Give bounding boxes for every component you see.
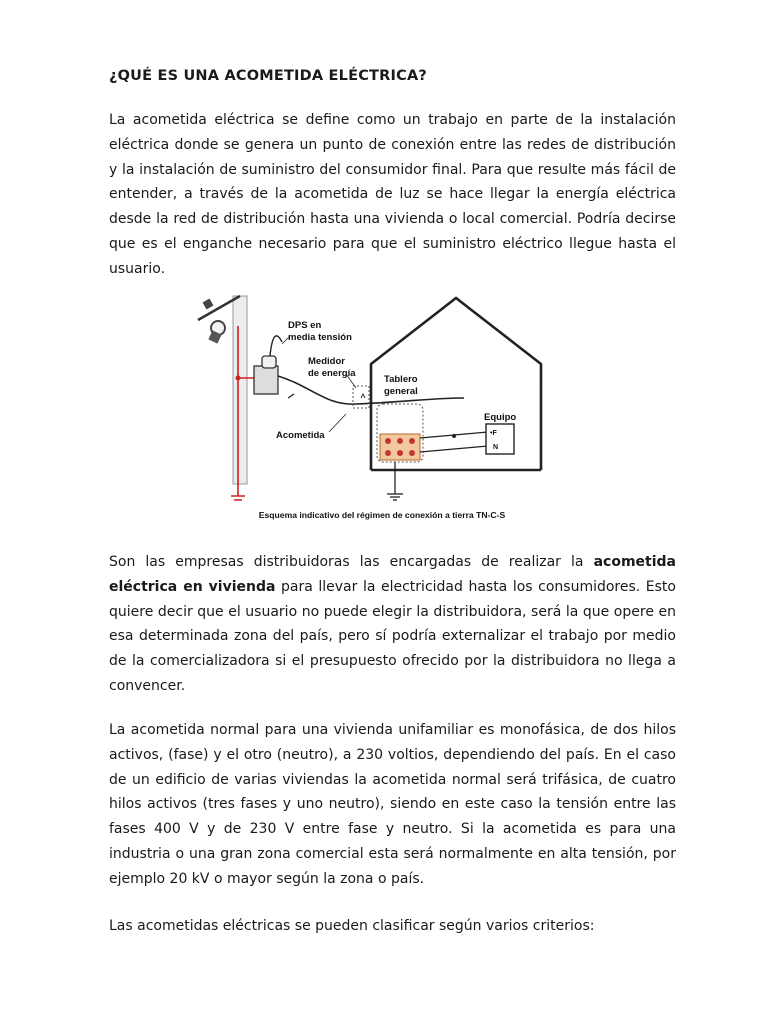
meter-box: [254, 366, 278, 394]
label-acometida: Acometida: [276, 430, 325, 441]
bold-acometida-vivienda: acometida eléctrica en vivienda: [109, 554, 676, 595]
label-dps: DPS en: [288, 320, 322, 331]
page-title: ¿QUÉ ES UNA ACOMETIDA ELÉCTRICA?: [109, 68, 427, 84]
acometida-diagram: [196, 286, 576, 526]
paragraph-monofasica: La acometida normal para una vivienda unifamiliar es monofásica, de dos hilos activos, (fase) y el otro (neutro), a 230 voltios, dependiendo del país. En el caso de un edificio de varias viviendas la acometida normal será trifásica, de cuatro hilos activos (tres fases y uno neutro), siendo en este caso la tensión entre las fases 400 V y de 230 V entre fase y neutro. Si la acometida es para una industria o una gran zona comercial esta será normalmente en alta tensión, por ejemplo 20 kV o mayor según la zona o país.: [109, 722, 676, 887]
utility-pole: [233, 296, 247, 484]
paragraph-clasificacion: Las acometidas eléctricas se pueden clasificar según varios criterios:: [109, 918, 595, 934]
diagram-svg: [196, 286, 576, 526]
label-tablero: Tablero: [384, 374, 418, 385]
paragraph-distribuidoras-before: Son las empresas distribuidoras las encargadas de realizar la: [109, 554, 594, 570]
ground-junction: [236, 376, 241, 381]
label-n: N: [493, 444, 499, 451]
neutral-wire: [420, 446, 488, 452]
label-f: •F: [490, 430, 497, 437]
paragraph-intro: La acometida eléctrica se define como un trabajo en parte de la instalación eléctrica donde se genera un punto de conexión entre las redes de distribución y la instalación de suministro del consumidor final. Para que resulte más fácil de entender, a través de la acometida de luz se hace llegar la energía eléctrica desde la red de distribución hasta una vivienda o local comercial. Podría decirse que es el enganche necesario para que el suministro eléctrico llegue hasta el usuario.: [109, 112, 676, 277]
diagram-caption: Esquema indicativo del régimen de conexión a tierra TN-C-S: [258, 510, 506, 520]
breaker-panel: [380, 434, 420, 460]
label-dps-line2: media tensión: [288, 332, 352, 343]
meter-head: [262, 356, 276, 368]
insulator-icon: [203, 299, 214, 310]
equipo-box: [486, 424, 514, 454]
paragraph-distribuidoras-after: para llevar la electricidad hasta los consumidores. Esto quiere decir que el usuario no puede elegir la distribuidora, será la que opere en esa determinada zona del país, pero sí podría externalizar el trabajo por medio de la comercializadora si el presupuesto ofrecido por la distribuidora no llega a convencer.: [109, 578, 676, 694]
label-tablero-line2: general: [384, 386, 418, 397]
label-medidor-line2: de energía: [308, 368, 356, 379]
paragraph-distribuidoras: [109, 550, 676, 699]
label-equipo: Equipo: [484, 412, 517, 423]
label-medidor: Medidor: [308, 356, 345, 367]
